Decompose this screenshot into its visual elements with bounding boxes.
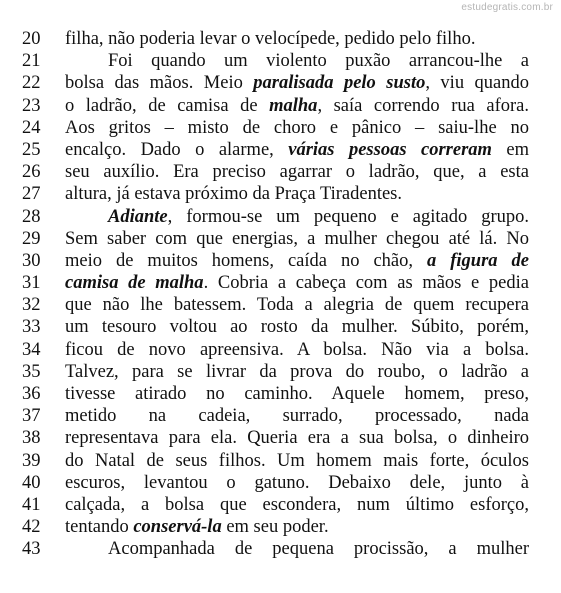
text-segment: Sem saber com que energias, a mulher chegou até lá. No [65, 228, 529, 249]
text-line [0, 161, 561, 183]
text-line [0, 316, 561, 338]
line-text [65, 294, 529, 316]
text-line [0, 183, 561, 205]
text-line [0, 405, 561, 427]
text-line [0, 472, 561, 494]
emphasized-text: malha [269, 95, 318, 116]
text-segment: , saía correndo rua afora. [317, 95, 529, 116]
line-number: 42 [22, 517, 41, 538]
line-text [65, 117, 529, 139]
text-line [0, 95, 561, 117]
line-text [65, 250, 529, 272]
line-text [65, 183, 529, 205]
line-text [65, 316, 529, 338]
text-segment: tivesse atirado no caminho. Aquele homem, preso, [65, 384, 529, 404]
line-text [65, 272, 529, 294]
text-line [0, 383, 561, 405]
text-segment: , formou-se um pequeno e agitado grupo. [167, 206, 529, 227]
text-segment: bolsa das mãos. Meio [65, 73, 254, 94]
text-segment: filha, não poderia levar o velocípede, pedido pelo filho. [65, 29, 476, 49]
line-text [65, 405, 529, 427]
text-segment: Foi quando um violento puxão arrancou-lhe a [108, 51, 529, 72]
text-segment: calçada, a bolsa que escondera, num último esforço, [65, 494, 529, 515]
line-text [65, 516, 529, 538]
line-number: 31 [22, 273, 41, 294]
line-text [65, 228, 529, 250]
line-number: 26 [22, 162, 41, 183]
text-line [0, 516, 561, 538]
line-text [65, 472, 529, 494]
line-text [65, 361, 529, 383]
line-number: 20 [22, 29, 41, 49]
text-line [0, 50, 561, 72]
text-line [0, 450, 561, 472]
text-segment: Talvez, para se livrar da prova do roubo, o ladrão a [65, 361, 529, 382]
line-number: 37 [22, 406, 41, 427]
line-text [65, 50, 529, 72]
text-segment: em [491, 139, 529, 160]
emphasized-text: Adiante [108, 206, 168, 227]
text-segment: altura, já estava próximo da Praça Tiradentes. [65, 184, 403, 205]
line-text [65, 206, 529, 228]
line-number: 21 [22, 51, 41, 72]
line-number: 28 [22, 206, 41, 227]
emphasized-text: conservá-la [133, 517, 222, 538]
text-segment: um tesouro voltou ao rosto da mulher. Súbito, porém, [65, 317, 529, 338]
line-number: 41 [22, 494, 41, 515]
text-segment: Aos gritos – misto de choro e pânico – saiu-lhe no [65, 117, 529, 138]
line-number: 34 [22, 339, 41, 360]
text-segment: escuros, levantou o gatuno. Debaixo dele, junto à [65, 472, 529, 493]
text-segment: encalço. Dado o alarme, [65, 139, 289, 160]
site-watermark: estudegratis.com.br [461, 2, 553, 13]
line-text [65, 161, 529, 183]
text-segment: ficou de novo apreensiva. A bolsa. Não via a bolsa. [65, 339, 529, 360]
line-number: 36 [22, 384, 41, 404]
text-segment: que não lhe batessem. Toda a alegria de quem recupera [65, 295, 529, 316]
line-number: 29 [22, 228, 41, 249]
text-segment: Acompanhada de pequena procissão, a mulher [108, 539, 529, 560]
text-segment: em seu poder. [221, 517, 329, 538]
text-line [0, 139, 561, 161]
text-segment: . Cobria a cabeça com as mãos e pedia [203, 273, 529, 294]
line-number: 24 [22, 117, 41, 138]
line-text [65, 383, 529, 405]
text-segment: seu auxílio. Era preciso agarrar o ladrão, que, a esta [65, 162, 529, 183]
emphasized-text: várias pessoas correram [288, 139, 492, 160]
text-line [0, 28, 561, 50]
line-number: 22 [22, 73, 41, 94]
text-line [0, 228, 561, 250]
line-text [65, 95, 529, 117]
emphasized-text: a figura de [427, 250, 529, 271]
text-segment: do Natal de seus filhos. Um homem mais forte, óculos [65, 450, 529, 471]
text-segment: tentando [65, 517, 134, 538]
line-number: 25 [22, 139, 41, 160]
emphasized-text: camisa de malha [65, 273, 204, 294]
line-number: 23 [22, 95, 41, 116]
line-number: 43 [22, 539, 41, 560]
line-text [65, 538, 529, 560]
text-line [0, 117, 561, 139]
line-text [65, 339, 529, 361]
text-line [0, 427, 561, 449]
text-segment: meio de muitos homens, caída no chão, [65, 250, 428, 271]
text-line [0, 72, 561, 94]
line-text [65, 450, 529, 472]
line-number: 27 [22, 184, 41, 205]
line-text [65, 139, 529, 161]
line-number: 38 [22, 428, 41, 449]
text-segment: metido na cadeia, surrado, processado, nada [65, 406, 529, 427]
line-text [65, 28, 529, 50]
text-line [0, 494, 561, 516]
text-line [0, 272, 561, 294]
line-text [65, 72, 529, 94]
text-line [0, 339, 561, 361]
line-text [65, 494, 529, 516]
line-number: 32 [22, 295, 41, 316]
text-line [0, 538, 561, 560]
line-text [65, 427, 529, 449]
text-line [0, 206, 561, 228]
line-number: 33 [22, 317, 41, 338]
line-number: 30 [22, 250, 41, 271]
text-segment: representava para ela. Queria era a sua bolsa, o dinheiro [65, 428, 529, 449]
text-line [0, 250, 561, 272]
text-line [0, 361, 561, 383]
line-number: 39 [22, 450, 41, 471]
line-number: 40 [22, 472, 41, 493]
document-body [0, 28, 561, 561]
line-number: 35 [22, 361, 41, 382]
text-line [0, 294, 561, 316]
emphasized-text: paralisada pelo susto [253, 73, 426, 94]
text-segment: o ladrão, de camisa de [65, 95, 270, 116]
text-segment: , viu quando [425, 73, 529, 94]
